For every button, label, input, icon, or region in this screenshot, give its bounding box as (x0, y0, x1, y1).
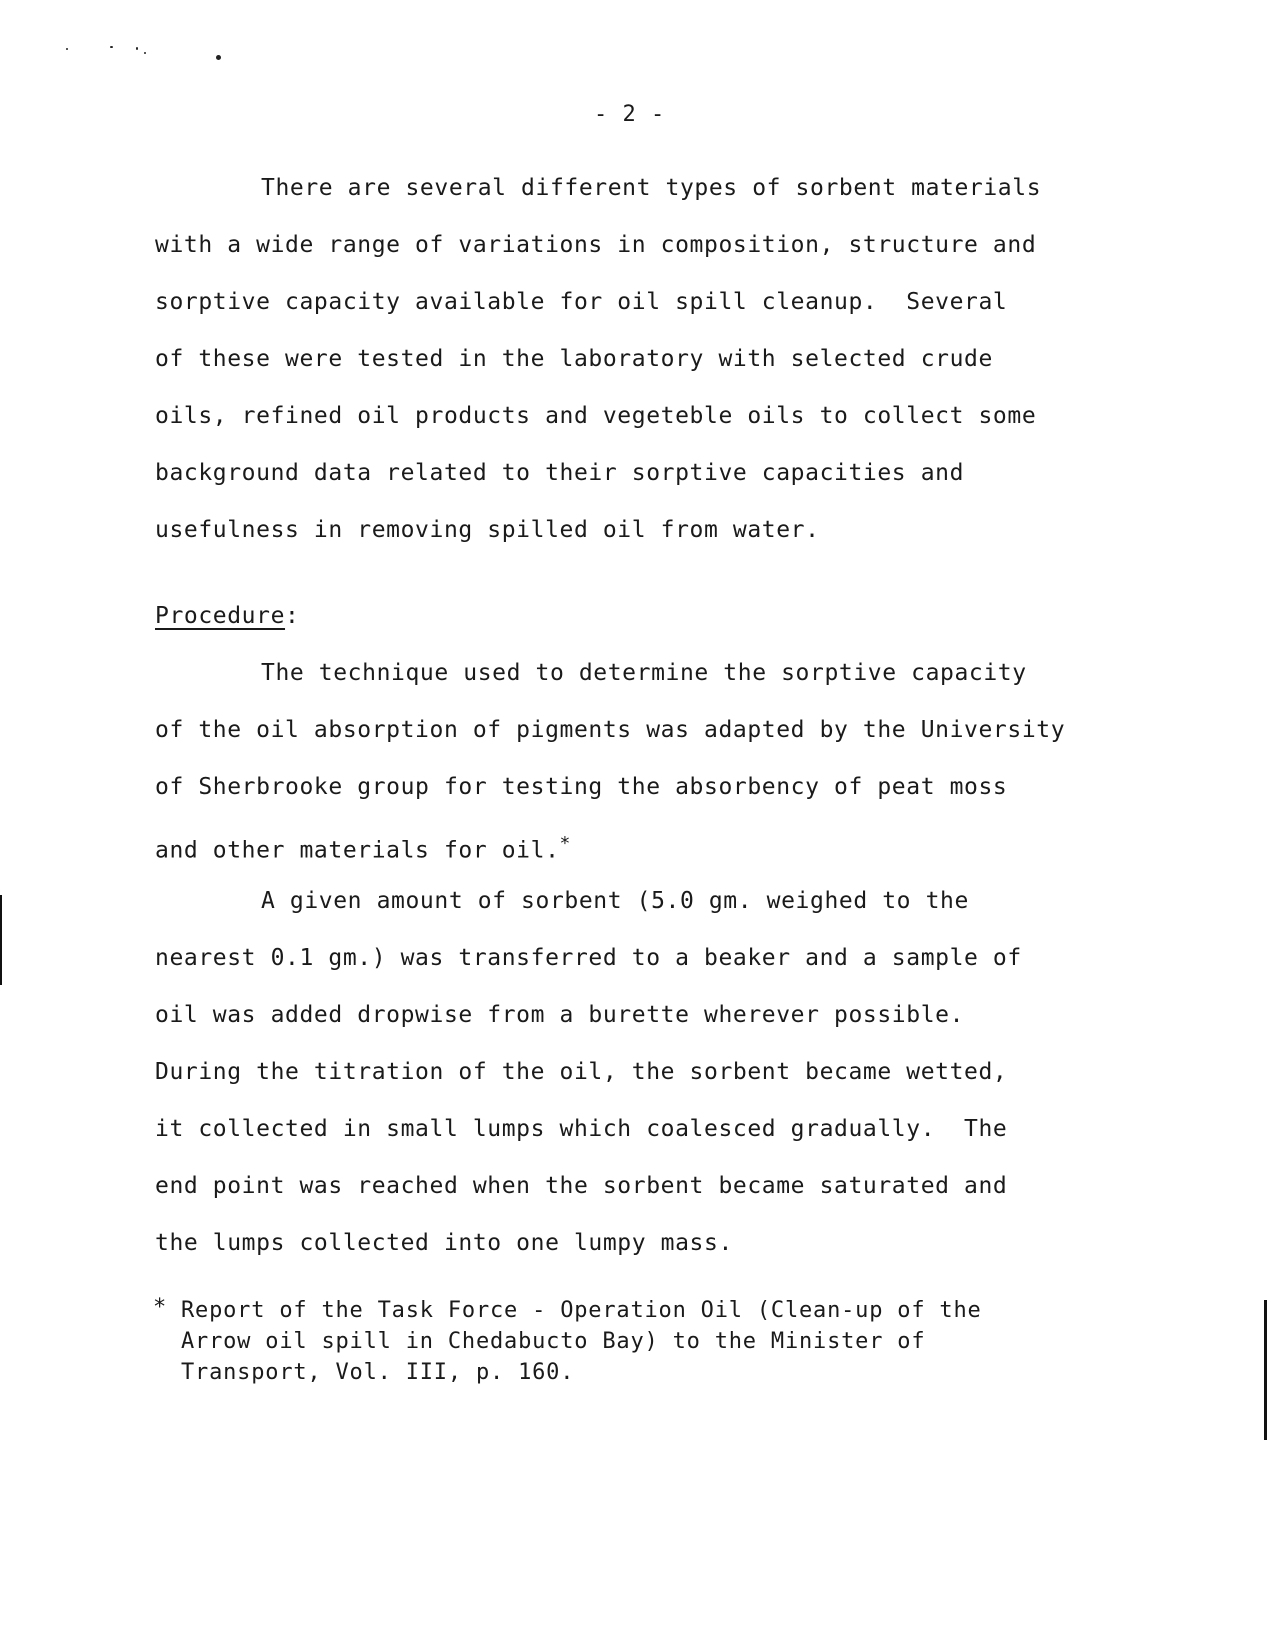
procedure-line: oil was added dropwise from a burette wherever possible. (155, 1002, 965, 1028)
procedure-line: The technique used to determine the sorptive capacity (261, 660, 1027, 686)
procedure-line: the lumps collected into one lumpy mass. (155, 1230, 733, 1256)
procedure-line: of Sherbrooke group for testing the absorbency of peat moss (155, 774, 1008, 800)
intro-line: with a wide range of variations in composition, structure and (155, 232, 1037, 258)
intro-line: usefulness in removing spilled oil from water. (155, 517, 820, 543)
procedure-line: of the oil absorption of pigments was adapted by the University (155, 717, 1066, 743)
procedure-line: A given amount of sorbent (5.0 gm. weighed to the (261, 888, 969, 914)
footnote-line: Report of the Task Force - Operation Oil (Clean-up of the (181, 1298, 982, 1323)
footnote-reference-marker: * (559, 833, 571, 854)
intro-line: sorptive capacity available for oil spill cleanup. Several (155, 289, 1008, 315)
procedure-line: end point was reached when the sorbent became saturated and (155, 1173, 1008, 1199)
intro-line: oils, refined oil products and vegeteble oils to collect some (155, 403, 1037, 429)
scan-speck (66, 48, 68, 50)
section-heading-colon: : (285, 603, 300, 629)
footnote-line: Arrow oil spill in Chedabucto Bay) to the Minister of (181, 1329, 926, 1354)
intro-line: background data related to their sorptive capacities and (155, 460, 965, 486)
scan-speck (144, 52, 146, 54)
scan-speck (110, 46, 113, 48)
procedure-line-text: and other materials for oil. (155, 837, 560, 864)
procedure-line: During the titration of the oil, the sorbent became wetted, (155, 1059, 1008, 1085)
intro-line: There are several different types of sorbent materials (261, 175, 1042, 201)
section-heading (155, 602, 299, 630)
footnote-line: Transport, Vol. III, p. 160. (181, 1360, 575, 1385)
scan-edge-mark (0, 895, 2, 985)
section-heading-text: Procedure (155, 603, 286, 629)
procedure-line (155, 830, 571, 865)
scan-speck (136, 47, 138, 50)
footnote-marker: * (153, 1295, 168, 1320)
intro-line: of these were tested in the laboratory with selected crude (155, 346, 993, 372)
procedure-line: nearest 0.1 gm.) was transferred to a beaker and a sample of (155, 945, 1022, 971)
scan-edge-mark (1264, 1300, 1267, 1440)
procedure-line: it collected in small lumps which coalesced gradually. The (155, 1116, 1008, 1142)
scan-speck (216, 55, 221, 60)
page-number: - 2 - (594, 102, 666, 127)
